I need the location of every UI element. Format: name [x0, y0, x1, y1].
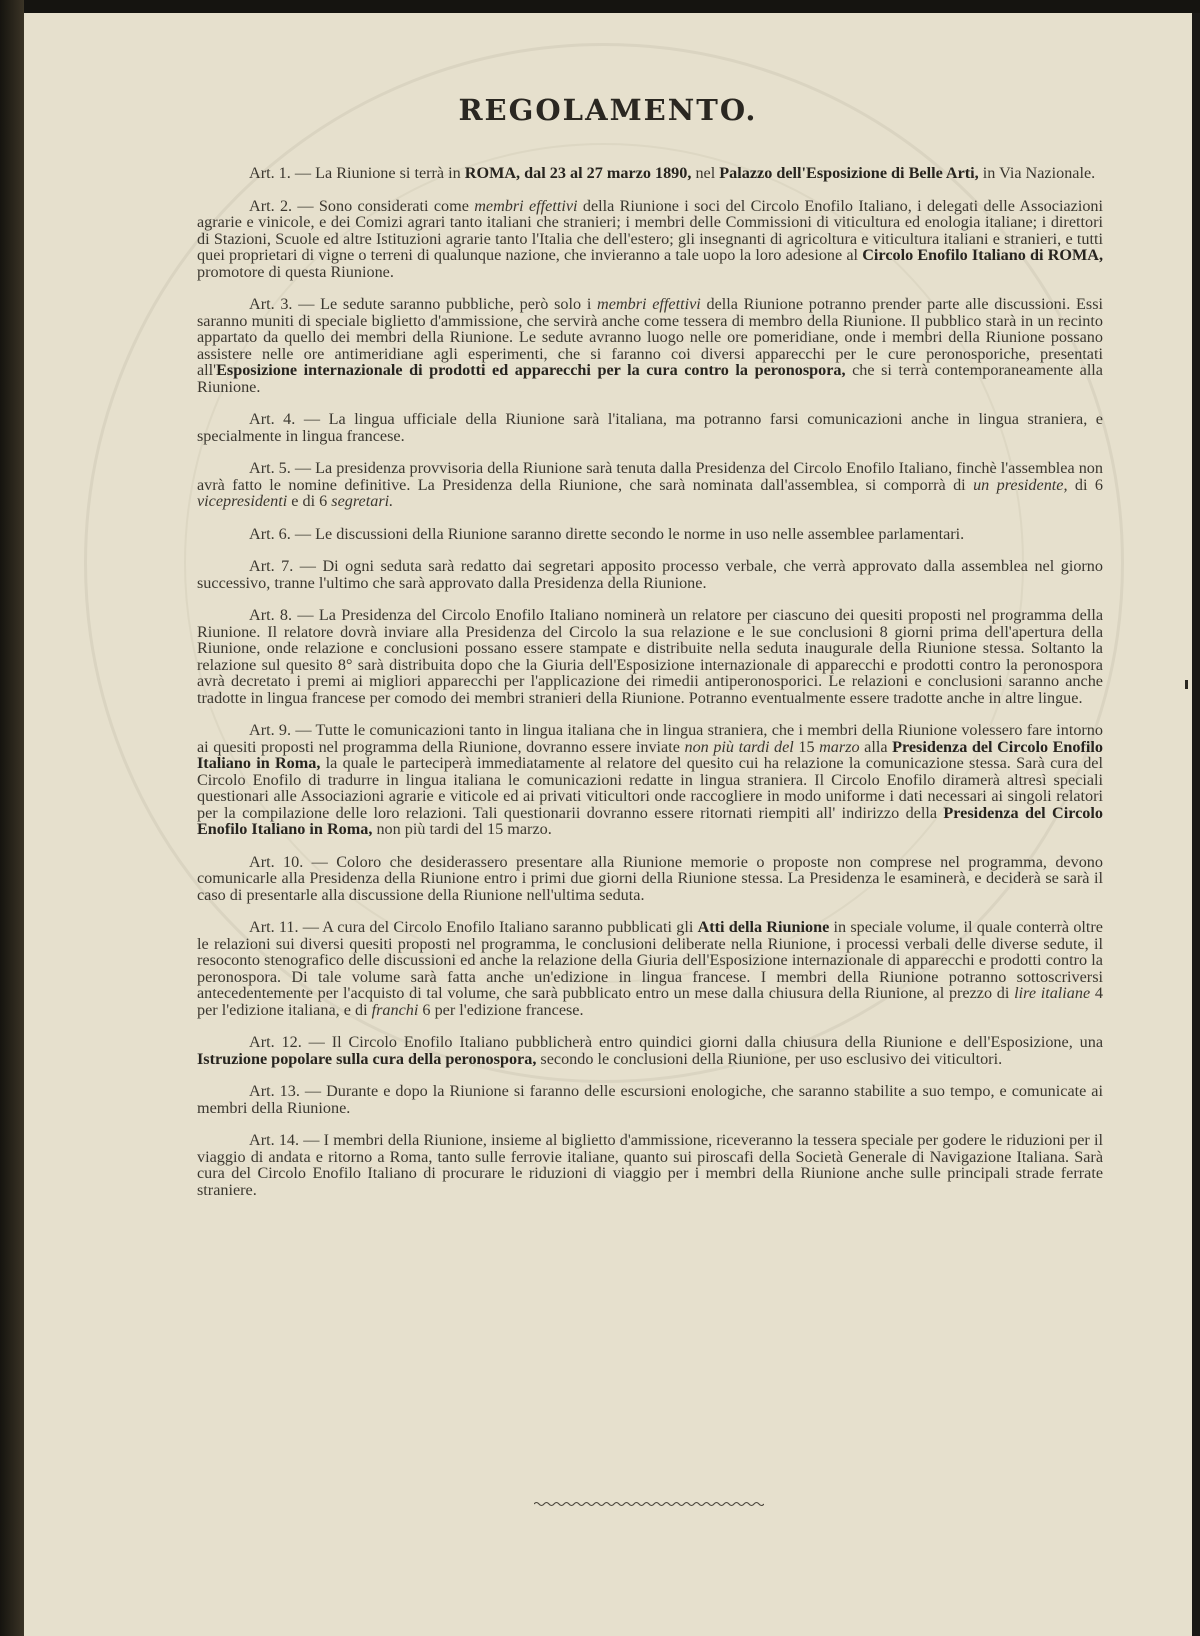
- text-run: Art. 3. — Le sedute saranno pubbliche, però solo i: [249, 295, 598, 313]
- text-run: 4 per l'edizione italiana, e di: [197, 984, 1103, 1019]
- article-11: [197, 919, 1103, 1018]
- text-run: di 6: [1067, 475, 1103, 494]
- text-run: Art. 1. — La Riunione si terrà in: [249, 164, 465, 182]
- text-run: Art. 9. — Tutte le comunicazioni tanto in lingua italiana che in lingua straniera, che i membri della Riunione volessero fare intorno ai quesiti proposti nel programma della Riunione, dovranno essere inviate: [197, 721, 1103, 756]
- bold-run: Atti della Riunione: [697, 918, 830, 936]
- text-run: promotore di questa Riunione.: [197, 262, 394, 281]
- bold-run: Esposizione internazionale di prodotti ed apparecchi per la cura contro la peronospora,: [216, 361, 846, 379]
- text-run: e di 6: [287, 492, 332, 510]
- article-8: [197, 607, 1103, 706]
- text-run: 6 per l'edizione francese.: [418, 1000, 584, 1019]
- article-2: [197, 198, 1103, 281]
- italic-run: franchi: [371, 1000, 419, 1019]
- article-7: [197, 558, 1103, 591]
- text-run: Art. 6. — Le discussioni della Riunione saranno dirette secondo le norme in uso nelle assemblee parlamentari.: [249, 524, 965, 543]
- text-run: Art. 8. — La Presidenza del Circolo Enofilo Italiano nominerà un relatore per ciascuno dei quesiti proposti nel programma della Riunione. Il relatore dovrà inviare alla Presidenza del Circolo la sua relazione e le sue conclusioni 8 giorni prima dell'apertura della Riunione, onde relazione e conclusioni possano essere stampate e distribuite nella seduta inaugurale della Riunione stessa. Soltanto la relazione sul quesito 8° sarà distribuita dopo che la Giuria dell'Esposizione internazionale di apparecchi e prodotti contro la peronospora avrà decretato i premi ai migliori apparecchi per l'applicazione dei rimedii antiperonosporici. Le relazioni e conclusioni saranno anche tradotte in lingua francese per comodo dei membri stranieri della Riunione. Potranno eventualmente essere tradotte anche in altre lingue.: [197, 606, 1103, 707]
- bold-run: Presidenza del Circolo Enofilo Italiano in Roma,: [197, 737, 1103, 772]
- text-run: Art. 7. — Di ogni seduta sarà redatto dai segretari apposito processo verbale, che verrà approvato dalla assemblea nel giorno successivo, tranne l'ultimo che sarà approvato dalla Presidenza della Riunione.: [197, 557, 1103, 592]
- article-1: [197, 165, 1103, 182]
- article-14: [197, 1132, 1103, 1198]
- text-run: 15: [793, 737, 820, 756]
- italic-run: marzo: [819, 737, 860, 756]
- text-run: che si terrà contemporaneamente alla Riunione.: [197, 361, 1103, 396]
- italic-run: un presidente,: [973, 475, 1068, 494]
- text-run: Art. 5. — La presidenza provvisoria della Riunione sarà tenuta dalla Presidenza del Circolo Enofilo Italiano, finchè l'assemblea non avrà fatto le nomine definitive. La Presidenza della Riunione, che sarà nominata dall'assemblea, si comporrà di: [197, 459, 1103, 494]
- margin-mark: [1185, 680, 1188, 689]
- scan-top-edge: [0, 0, 1200, 13]
- italic-run: vicepresidenti: [197, 492, 288, 510]
- bold-run: Presidenza del Circolo Enofilo Italiano in Roma,: [197, 803, 1103, 838]
- text-run: non più tardi del 15 marzo.: [372, 820, 552, 838]
- bold-run: ROMA, dal 23 al 27 marzo 1890,: [464, 164, 692, 182]
- text-run: Art. 12. — Il Circolo Enofilo Italiano pubblicherà entro quindici giorni dalla chiusura della Riunione e dell'Esposizione, una: [249, 1033, 1103, 1051]
- text-run: alla: [859, 737, 893, 756]
- italic-run: lire italiane: [1014, 984, 1091, 1002]
- article-13: [197, 1083, 1103, 1116]
- italic-run: membri effettivi: [597, 295, 701, 313]
- text-run: secondo le conclusioni della Riunione, per uso esclusivo dei viticultori.: [536, 1049, 1003, 1068]
- document-page: [24, 13, 1192, 1636]
- bold-run: Palazzo dell'Esposizione di Belle Arti,: [719, 164, 979, 182]
- italic-run: non più tardi del: [684, 737, 794, 756]
- articles-list: [197, 165, 1103, 1214]
- text-run: Art. 13. — Durante e dopo la Riunione si faranno delle escursioni enologiche, che saranno stabilite a suo tempo, e comunicate ai membri della Riunione.: [197, 1082, 1103, 1117]
- text-run: Art. 11. — A cura del Circolo Enofilo Italiano saranno pubblicati gli: [249, 918, 698, 936]
- article-4: [197, 411, 1103, 444]
- text-run: della Riunione i soci del Circolo Enofilo Italiano, i delegati delle Associazioni agrarie e vinicole, e dei Comizi agrari tanto italiani che stranieri; i membri delle Commissioni di viticultura ed enologia italiane; i direttori di Stazioni, Scuole ed altre Istituzioni agrarie tanto l'Italia che dell'estero; gli insegnanti di agricoltura e viticultura italiani e stranieri, e tutti quei proprietari di vigne o terreni di qualunque nazione, che invieranno a tale uopo la loro adesione al: [197, 196, 1103, 264]
- text-run: della Riunione potranno prender parte alle discussioni. Essi saranno muniti di speciale biglietto d'ammissione, che servirà anche come tessera di membro della Riunione. Il pubblico starà in un recinto appartato da quello dei membri della Riunione. Le sedute avranno luogo nelle ore pomeridiane, onde i membri della Riunione possano assistere nelle ore antimeridiane agli esperimenti, che si faranno coi diversi apparecchi per le cure peronosporiche, presentati all': [197, 295, 1103, 379]
- text-run: la quale le parteciperà immediatamente al relatore del quesito cui ha relazione la comunicazione stessa. Sarà cura del Circolo Enofilo di tradurre in lingua italiana le comunicazioni redatte in lingua straniera. Il Circolo Enofilo diramerà altresì speciali questionari alle Associazioni agrarie e viticole ed ai privati viticultori onde raccogliere in modo uniforme i dati necessari ai singoli relatori per la compilazione delle loro relazioni. Tali questionarii dovranno essere ritornati riempiti all' indirizzo della: [197, 754, 1103, 822]
- text-run: in Via Nazionale.: [978, 164, 1096, 182]
- article-3: [197, 296, 1103, 395]
- bold-run: Istruzione popolare sulla cura della peronospora,: [197, 1049, 537, 1068]
- closing-rule: [534, 1501, 764, 1507]
- text-run: Art. 14. — I membri della Riunione, insieme al biglietto d'ammissione, riceveranno la tessera speciale per godere le riduzioni per il viaggio di andata e ritorno a Roma, tanto sulle ferrovie italiane, quanto sui piroscafi della Società Generale di Navigazione Italiana. Sarà cura del Circolo Enofilo Italiano di procurare le riduzioni di viaggio per i membri della Riunione anche sulle principali strade ferrate straniere.: [197, 1131, 1103, 1199]
- article-6: [197, 526, 1103, 543]
- bold-run: Circolo Enofilo Italiano di ROMA,: [862, 246, 1104, 264]
- italic-run: membri effettivi: [474, 196, 578, 215]
- text-run: Art. 10. — Coloro che desiderassero presentare alla Riunione memorie o proposte non comprese nel programma, devono comunicarle alla Presidenza della Riunione entro i primi due giorni della Riunione stessa. La Presidenza le esaminerà, e deciderà se sarà il caso di presentarle alla discussione della Riunione nell'ultima seduta.: [197, 852, 1103, 904]
- text-run: Art. 2. — Sono considerati come: [249, 196, 475, 215]
- article-9: [197, 722, 1103, 838]
- italic-run: segretari.: [331, 492, 394, 510]
- article-10: [197, 854, 1103, 904]
- text-run: Art. 4. — La lingua ufficiale della Riunione sarà l'italiana, ma potranno farsi comunicazioni anche in lingua straniera, e specialmente in lingua francese.: [197, 410, 1103, 445]
- document-title: REGOLAMENTO.: [458, 93, 758, 127]
- scan-left-edge: [0, 0, 24, 1636]
- text-run: in speciale volume, il quale conterrà oltre le relazioni sui diversi quesiti proposti nel programma, le conclusioni deliberate nella Riunione, i processi verbali delle diverse sedute, il resoconto stenografico delle discussioni ed anche la relazione della Giuria dell'Esposizione internazionale di apparecchi e prodotti contro la peronospora. Di tale volume sarà fatta anche un'edizione in lingua francese. I membri della Riunione potranno sottoscriversi antecedentemente per l'acquisto di tal volume, che sarà pubblicato entro un mese dalla chiusura della Riunione, al prezzo di: [197, 918, 1103, 1002]
- article-5: [197, 460, 1103, 510]
- text-run: nel: [691, 164, 720, 182]
- article-12: [197, 1034, 1103, 1067]
